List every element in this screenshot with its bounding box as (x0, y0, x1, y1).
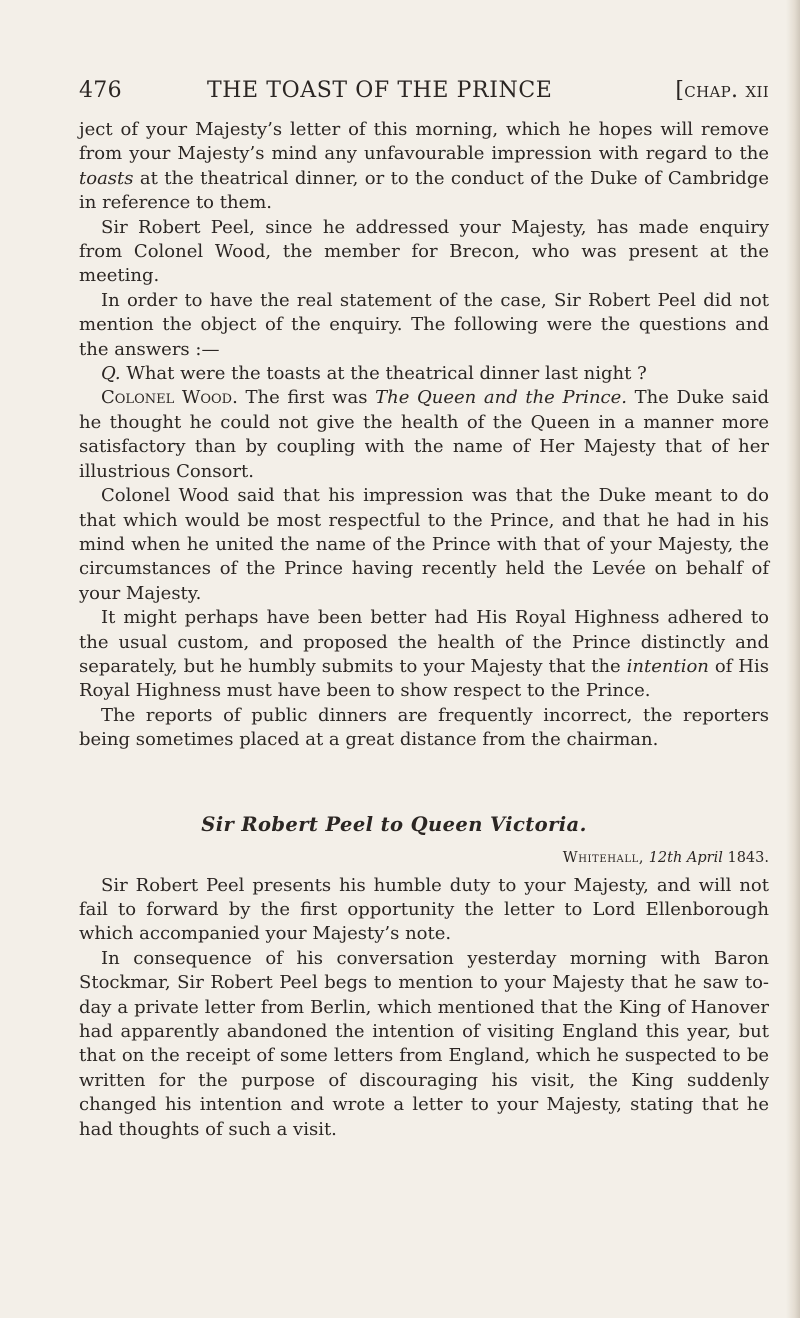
emphasis-toast-name: The Queen and the Prince. (375, 387, 627, 409)
letter-paragraph-hanover: In consequence of his conversation yesterday morning with Baron Stockmar, Sir Robert Peel begs to mention to your Majesty that he saw to-day a private letter from Berlin, which mentioned that the King of Hanover had apparently abandoned the intention of visiting England this year, but that on the receipt of some letters from England, which he suspected to be written for the purpose of discouraging his visit, the King suddenly changed his intention and wrote a letter to your Majesty, stating that he had thoughts of such a visit. (79, 947, 769, 1140)
letter-year: 1843. (727, 849, 769, 866)
page-edge-shadow (786, 0, 800, 1318)
page-number: 476 (79, 78, 122, 103)
chapter-label: [chap. xii (675, 78, 769, 103)
running-header (79, 78, 769, 108)
paragraph-impression: Colonel Wood said that his impression was that the Duke meant to do that which would be most respectful to the Prince, and that he had in his mind when he united the name of the Prince with that of your Majesty, the circumstances of the Prince having recently held the Levée on behalf of your Majesty. (79, 485, 769, 604)
letter-paragraph-duty: Sir Robert Peel presents his humble duty to your Majesty, and will not fail to forward by the first opportunity the letter to Lord Ellenborough which accompanied your Majesty’s note. (79, 874, 769, 945)
emphasis-intention: intention (626, 655, 709, 677)
question-label: Q. (101, 363, 121, 385)
paragraph-reports: The reports of public dinners are frequently incorrect, the reporters being sometimes placed at a great distance from the chairman. (79, 704, 769, 751)
paragraph-enquiry: Sir Robert Peel, since he addressed your Majesty, has made enquiry from Colonel Wood, the member for Brecon, who was present at the meeting. (79, 216, 769, 287)
letter-body (79, 874, 769, 1142)
letter-heading: Sir Robert Peel to Queen Victoria. (201, 812, 587, 836)
emphasis-toasts: toasts (79, 167, 134, 189)
paragraph-statement: In order to have the real statement of the case, Sir Robert Peel did not mention the object of the enquiry. The following were the questions and the answers :— (79, 289, 769, 360)
main-text (79, 118, 769, 753)
letter-place: Whitehall, (562, 849, 645, 866)
question: Q. What were the toasts at the theatrical dinner last night ? (101, 363, 647, 385)
running-title: THE TOAST OF THE PRINCE (207, 78, 553, 103)
letter-date: 12th April (648, 849, 723, 866)
paragraph-custom: It might perhaps have been better had His Royal Highness adhered to the usual custom, and proposed the health of the Prince distinctly and separately, but he humbly submits to your Majesty that the intention of His Royal Highness must have been to show respect to the Prince. (79, 607, 769, 702)
letter-dateline (79, 850, 769, 866)
book-page (79, 78, 769, 1142)
answer: Colonel Wood. The first was The Queen and the Prince. The Duke said he thought he could not give the health of the Queen in a manner more satisfactory than by coupling with the name of Her Majesty that of her illustrious Consort. (79, 387, 769, 482)
paragraph-continued: ject of your Majesty’s letter of this morning, which he hopes will remove from your Majesty’s mind any unfavourable impression with regard to the toasts at the theatrical dinner, or to the conduct of the Duke of Cambridge in reference to them. (79, 119, 769, 214)
answer-speaker: Colonel Wood. (101, 387, 238, 409)
